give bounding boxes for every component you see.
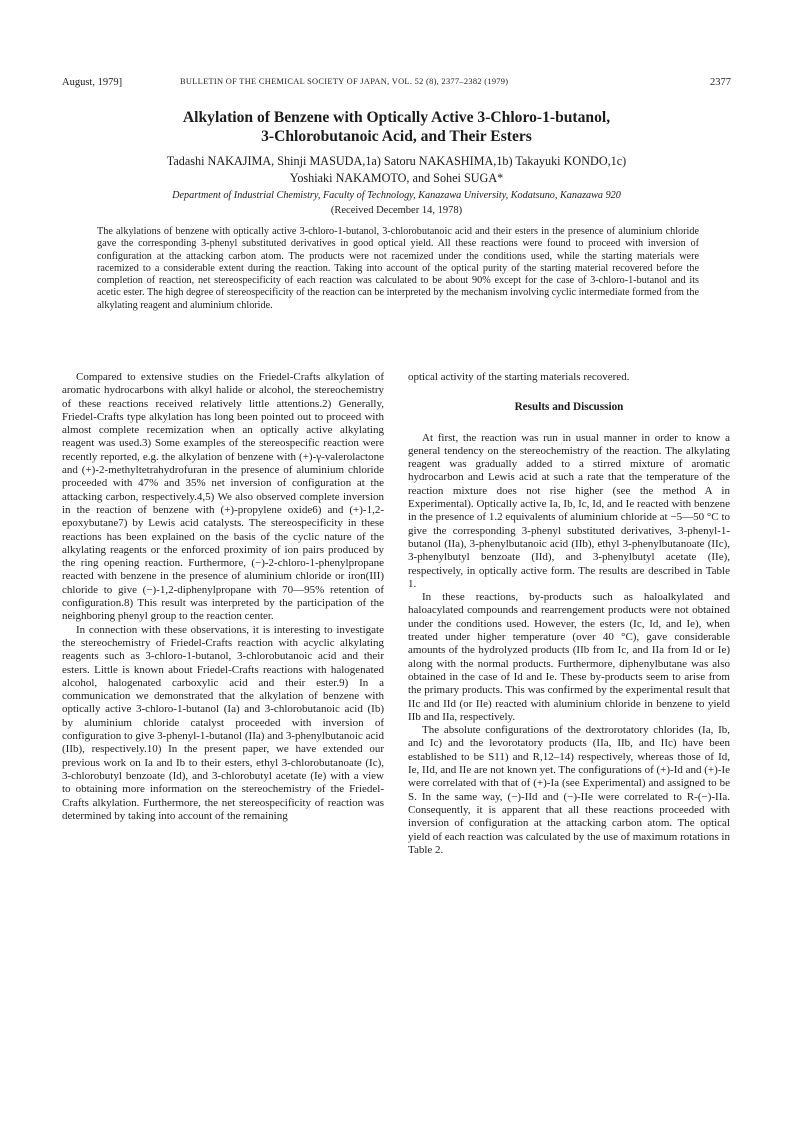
issue-date: August, 1979] [62, 77, 123, 88]
page-number: 2377 [710, 77, 731, 88]
authors-line-1: Tadashi NAKAJIMA, Shinji MASUDA,1a) Satoru NAKASHIMA,1b) Takayuki KONDO,1c) [166, 154, 627, 168]
affiliation: Department of Industrial Chemistry, Faculty of Technology, Kanazawa University, Kodatsuno, Kanazawa 920 [172, 190, 621, 201]
results-paragraph-2: In these reactions, by-products such as haloalkylated and haloacylated compounds and rearrengement products were not obtained under the conditions used. However, the esters (Ic, Id, and Ie), when treated under higher temperature (over 40 °C), gave considerable amounts of the hydrolyzed products (IIb from Ic, and IIa from Id or Ie) along with the normal products. Furthermore, diphenylbutane was also obtained in the case of Id and Ie. These by-products seem to arise from the primary products. This was confirmed by the experimental result that IIc and IId (or IIe) reacted with aluminium chloride in benzene to yield IIb and IIa, respectively. [408, 591, 730, 723]
left-column [62, 371, 384, 823]
right-column [408, 371, 730, 857]
intro-paragraph-continued: optical activity of the starting materials recovered. [408, 371, 630, 383]
results-paragraph-3: The absolute configurations of the dextrorotatory chlorides (Ia, Ib, and Ic) and the levorotatory products (IIa, IIb, and IIc) have been established to be S11) and R,12–14) respectively, whereas those of Id, Ie, IId, and IIe are not known yet. The configurations of (+)-Id and (+)-Ie were correlated with that of (+)-Ia (see Experimental) and assigned to be S. In the same way, (−)-IId and (−)-IIe were correlated to R-(−)-IIa. Consequently, it is apparent that all these reactions proceeded with inversion of configuration at the attacking carbon atom. The optical yield of each reaction was calculated by the use of maximum rotations in Table 2. [408, 724, 730, 856]
intro-paragraph-1: Compared to extensive studies on the Friedel-Crafts alkylation of aromatic hydrocarbons with alkyl halide or alcohol, the stereochemistry of these reactions received relatively little attentions.2) Generally, Friedel-Crafts type alkylation has long been pointed out to proceed with almost complete recemization when an optically active alkylating reagent was used.3) Some examples of the stereospecific reaction were recently reported, e.g. the alkylation of benzene with (+)-γ-valerolactone and (+)-2-methyltetrahydrofuran in the presence of aluminium chloride proceeded with 47% and 35% net inversion of configuration at the attacking carbon, respectively.4,5) We also observed complete inversion in the reaction of benzene with (+)-propylene oxide6) and (+)-1,2-epoxybutane7) by Lewis acid catalysts. The stereospecificity in these reactions has been explained on the basis of the cyclic nature of the alkylating reagents or the enforced proximity of ion pairs produced by the ring opening reaction. Furthermore, (−)-2-chloro-1-phenylpropane reacted with benzene in the presence of aluminium chloride or iron(III) chloride to give (−)-1,2-diphenylpropane with 70—95% retention of configuration.8) This result was interpreted by the participation of the neighboring phenyl group to the reaction center. [62, 371, 384, 623]
results-paragraph-1: At first, the reaction was run in usual manner in order to know a general tendency on the stereochemistry of the reaction. The alkylating reagent was gradually added to a stirred mixture of aromatic hydrocarbon and Lewis acid at such a rate that the temperature of the reaction mixture does not rise higher (see the method A in Experimental). Optically active Ia, Ib, Ic, Id, and Ie reacted with benzene in the presence of 1.2 equivalents of aluminium chloride at −5—50 °C to give the corresponding 3-phenyl substituted derivatives, 3-phenyl-1-butanol (IIa), 3-phenylbutanoic acid (IIb), ethyl 3-phenylbutanoate (IIc), 3-phenylbutyl benzoate (IId), and 3-phenylbutyl acetate (IIe), respectively, in optically active form. The results are described in Table 1. [408, 431, 730, 590]
abstract: The alkylations of benzene with optically active 3-chloro-1-butanol, 3-chlorobutanoic acid and their esters in the presence of aluminium chloride gave the corresponding 3-phenyl substituted derivatives in good optical yield. All these reactions were found to proceed with inversion of configuration at the attacking carbon atom. The products were not racemized under the conditions used, while the starting materials were racemized to a considerable extent during the reaction. Taking into account of the optical purity of the starting material recovered before the completion of reaction, net stereospecificity of each reaction was calculated to be about 90% except for the case of 3-chloro-1-butanol and its acetic ester. The high degree of stereospecificity of the reaction can be interpreted by the mechanism involving cyclic intermediate formed from the alkylating reagent and aluminium chloride. [97, 226, 699, 311]
title-line-2: 3-Chlorobutanoic Acid, and Their Esters [261, 128, 532, 145]
title-line-1: Alkylation of Benzene with Optically Active 3-Chloro-1-butanol, [182, 109, 611, 126]
received-date: (Received December 14, 1978) [330, 205, 463, 216]
journal-citation: BULLETIN OF THE CHEMICAL SOCIETY OF JAPAN, VOL. 52 (8), 2377–2382 (1979) [180, 77, 509, 86]
article-title [60, 108, 733, 146]
author-list [70, 153, 723, 187]
authors-line-2: Yoshiaki NAKAMOTO, and Sohei SUGA* [289, 171, 504, 185]
section-heading: Results and Discussion [514, 401, 624, 414]
running-head [62, 77, 731, 91]
intro-paragraph-2: In connection with these observations, it is interesting to investigate the stereochemistry of Friedel-Crafts reaction with acyclic alkylating reagents such as 3-chloro-1-butanol, 3-chlorobutanoic acid and their esters. Little is known about Friedel-Crafts reactions with halogenated alcohol, halogenated carboxylic acid and their ester.9) In a communication we demonstrated that the alkylation of benzene with optically active 3-chloro-1-butanol (Ia) and 3-chlorobutanoic acid (Ib) by aluminium chloride catalyst proceeded with inversion of configuration to give 3-phenyl-1-butanol (IIa) and 3-phenylbutanoic acid (IIb), respectively.10) In the present paper, we have extended our previous work on Ia and Ib to their esters, ethyl 3-chlorobutanoate (Ic), 3-chlorobutyl benzoate (Id), and 3-chlorobutyl acetate (Ie) with a view to obtaining more information on the stereochemistry of the Friedel-Crafts alkylation. Furthermore, the net stereospecificity of reaction was determined by taking into account of the remaining [62, 623, 384, 822]
